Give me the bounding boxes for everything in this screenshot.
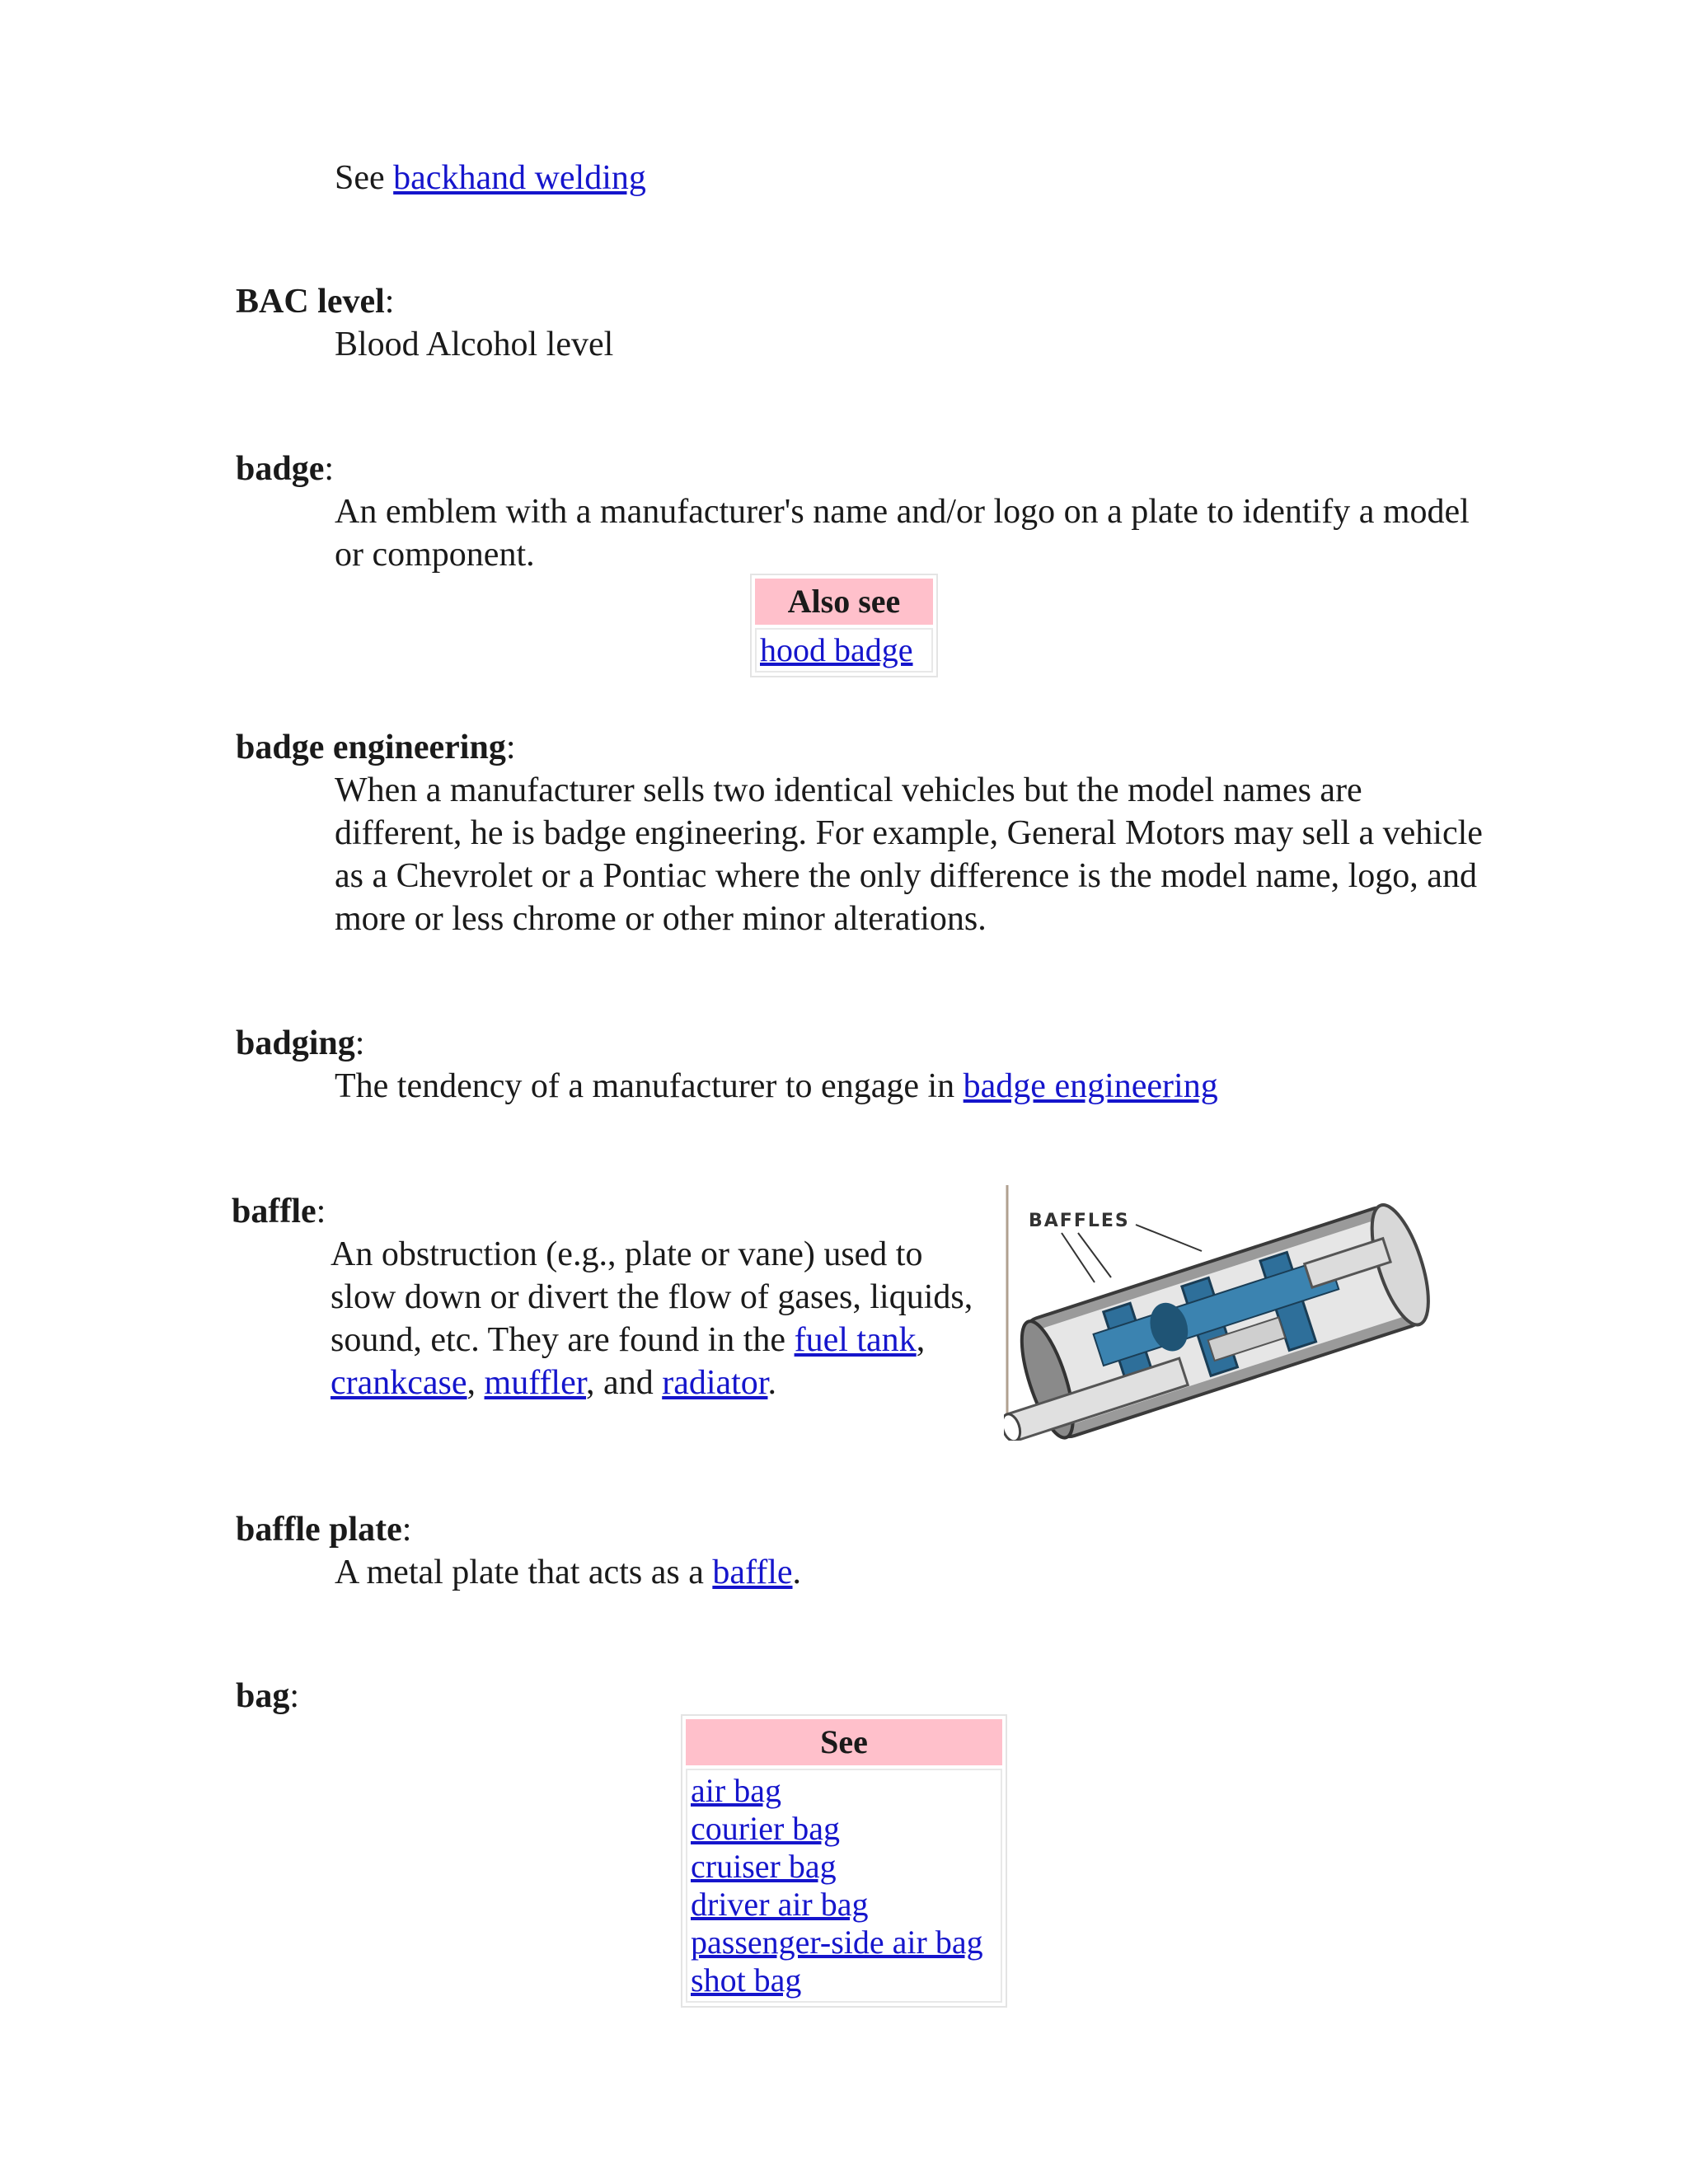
see-title: See [686, 1719, 1002, 1765]
separator: , [467, 1364, 485, 1402]
link-backhand-welding[interactable]: backhand welding [393, 159, 646, 197]
separator: , and [586, 1364, 663, 1402]
term-colon: : [324, 450, 335, 488]
link-air-bag[interactable]: air bag [691, 1772, 781, 1809]
link-baffle[interactable]: baffle [712, 1554, 793, 1591]
link-fuel-tank[interactable]: fuel tank [794, 1321, 917, 1359]
definition-badge: An emblem with a manufacturer's name and/or logo on a plate to identify a model or component. [335, 493, 1470, 574]
definition-baffle-plate: A metal plate that acts as a [335, 1554, 713, 1591]
see-list [686, 1769, 1002, 2003]
separator: , [916, 1321, 926, 1359]
entry-baffle [232, 1190, 990, 1404]
period: . [792, 1554, 802, 1591]
definition-bac-level: Blood Alcohol level [335, 326, 614, 363]
link-driver-air-bag[interactable]: driver air bag [691, 1886, 869, 1923]
entry-bac-level [236, 280, 1472, 366]
entry-badging [236, 1022, 1472, 1108]
link-shot-bag[interactable]: shot bag [691, 1961, 802, 1999]
term-colon: : [401, 1511, 412, 1549]
also-see-box [750, 574, 938, 677]
link-hood-badge[interactable]: hood badge [760, 631, 913, 668]
link-crankcase[interactable]: crankcase [331, 1364, 467, 1402]
definition-badge-engineering: When a manufacturer sells two identical vehicles but the model names are different, he is badge engineering. For example, General Motors may sell a vehicle as a Chevrolet or a Pontiac where the only difference is the model name, logo, and more or less chrome or other minor alterations. [335, 771, 1483, 938]
see-prefix: See [335, 159, 394, 197]
term-bag: bag [236, 1677, 290, 1715]
term-colon: : [289, 1677, 300, 1715]
entry-badge [236, 448, 1489, 576]
also-see-title: Also see [755, 579, 933, 625]
term-colon: : [316, 1193, 326, 1230]
link-courier-bag[interactable]: courier bag [691, 1810, 841, 1847]
term-badge-engineering: badge engineering [236, 729, 506, 766]
definition-baffle-text: An obstruction (e.g., plate or vane) used to slow down or divert the flow of gases, liquids, sound, etc. They are found in the [331, 1235, 973, 1359]
definition-badging: The tendency of a manufacturer to engage in [335, 1067, 964, 1105]
term-colon: : [354, 1024, 365, 1062]
see-backhand-welding [236, 157, 1472, 199]
link-muffler[interactable]: muffler [484, 1364, 587, 1402]
link-badge-engineering[interactable]: badge engineering [963, 1067, 1218, 1105]
term-colon: : [505, 729, 516, 766]
link-radiator[interactable]: radiator [662, 1364, 768, 1402]
term-baffle: baffle [232, 1193, 316, 1230]
also-see-list [755, 628, 933, 673]
entry-bag [236, 1675, 1472, 1718]
term-baffle-plate: baffle plate [236, 1511, 402, 1549]
entry-baffle-plate [236, 1508, 1472, 1594]
muffler-baffles-illustration [1004, 1185, 1449, 1441]
period: . [767, 1364, 776, 1402]
term-colon: : [384, 283, 395, 321]
term-badging: badging [236, 1024, 355, 1062]
entry-badge-engineering [236, 726, 1489, 940]
term-bac-level: BAC level [236, 283, 385, 321]
see-box [681, 1714, 1007, 2008]
link-passenger-side-air-bag[interactable]: passenger-side air bag [691, 1924, 983, 1961]
definition-baffle [331, 1233, 990, 1404]
baffles-label: BAFFLES [1029, 1211, 1130, 1231]
link-cruiser-bag[interactable]: cruiser bag [691, 1848, 837, 1885]
term-badge: badge [236, 450, 325, 488]
